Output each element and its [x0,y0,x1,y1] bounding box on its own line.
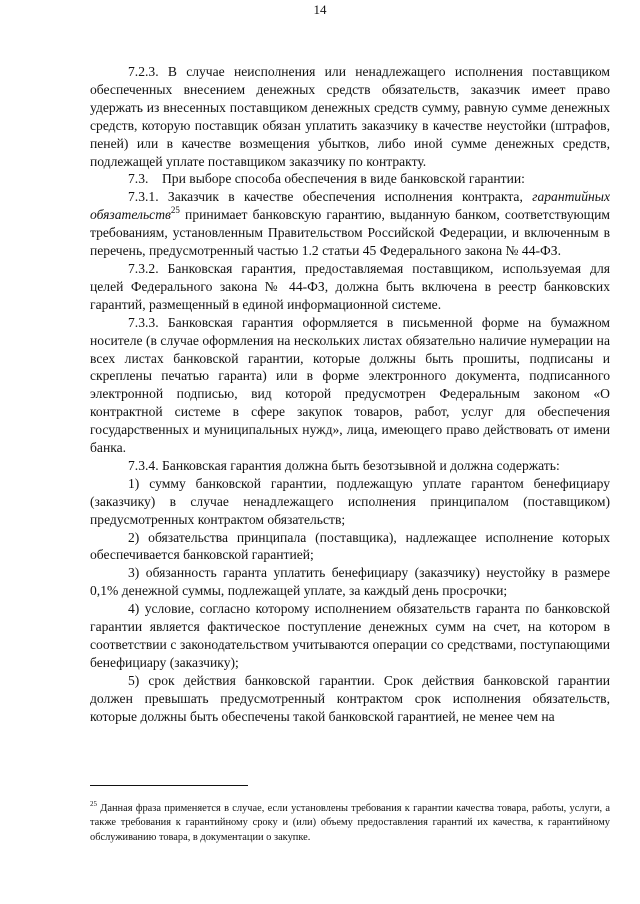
page-number: 14 [313,2,327,17]
list-item-4: 4) условие, согласно которому исполнением обязательств гаранта по банковской гарантии является фактическое поступление денежных сумм на счет, на котором в соответствии с законодательством учитываются операции со средствами, поступающими бенефициару (заказчику); [90,601,610,670]
list-item-5: 5) срок действия банковской гарантии. Срок действия банковской гарантии должен превышать предусмотренный контрактом срок исполнения обязательств, которые должны быть обеспечены такой банковской гарантией, не менее чем на [90,672,610,724]
paragraph-7-3-1-end: принимает банковскую гарантию, выданную банком, соответствующим требованиям, установленным Правительством Российской Федерации, и включенным в перечень, предусмотренный частью 1.2 статьи 45 Федерального закона № 44-ФЗ. [90,207,610,259]
footnote-reference[interactable]: 25 [170,204,180,215]
list-item-2: 2) обязательства принципала (поставщика), надлежащее исполнение которых обеспечивается банковской гарантией; [90,529,610,563]
paragraph-7-3: 7.3. При выборе способа обеспечения в виде банковской гарантии: [128,171,525,187]
paragraph-7-3-1 [90,188,610,260]
footnote-separator [90,785,248,786]
paragraph-7-2-3: 7.2.3. В случае неисполнения или ненадлежащего исполнения поставщиком обеспеченных внесением денежных средств обязательств, заказчик имеет право удержать из внесенных поставщиком денежных средств сумму, равную сумме денежных средств, которую поставщик обязан уплатить заказчику в качестве неустойки (штрафов, пеней) или в качестве возмещения убытков, либо иной сумме денежных средств, подлежащей уплате поставщиком заказчику по контракту. [90,64,610,169]
list-item-3: 3) обязанность гаранта уплатить бенефициару (заказчику) неустойку в размере 0,1% денежной суммы, подлежащей уплате, за каждый день просрочки; [90,565,610,599]
footnote-text: Данная фраза применяется в случае, если установлены требования к гарантии качества товара, работы, услуги, а также требования к гарантийному сроку и (или) объему предоставления гарантий их качества, к гарантийному обслуживанию товара, в документации о закупке. [90,803,610,843]
paragraph-7-3-1-start: 7.3.1. Заказчик в качестве обеспечения исполнения контракта, [128,189,533,205]
paragraph-7-3-1-italic: гарантийных обязательств [90,189,610,223]
footnote [90,799,610,845]
document-body [90,63,610,726]
paragraph-7-3-3: 7.3.3. Банковская гарантия оформляется в письменной форме на бумажном носителе (в случае оформления на нескольких листах обязательно наличие нумерации на всех листах банковской гарантии, которые должны быть прошиты, подписаны и скреплены печатью гаранта) или в форме электронного документа, подписанного электронной подписью, вид которой предусмотрен Федеральным законом «О контрактной системе в сфере закупок товаров, работ, услуг для обеспечения государственных и муниципальных нужд», лица, имеющего право действовать от имени банка. [90,314,610,456]
footnote-number: 25 [90,799,97,808]
paragraph-7-3-4: 7.3.4. Банковская гарантия должна быть безотзывной и должна содержать: [128,457,560,473]
paragraph-7-3-2: 7.3.2. Банковская гарантия, предоставляемая поставщиком, используемая для целей Федерального закона № 44-ФЗ, должна быть включена в реестр банковских гарантий, размещенный в единой информационной системе. [90,260,610,312]
list-item-1: 1) сумму банковской гарантии, подлежащую уплате гарантом бенефициару (заказчику) в случае ненадлежащего исполнения принципалом (поставщиком) предусмотренных контрактом обязательств; [90,475,610,527]
